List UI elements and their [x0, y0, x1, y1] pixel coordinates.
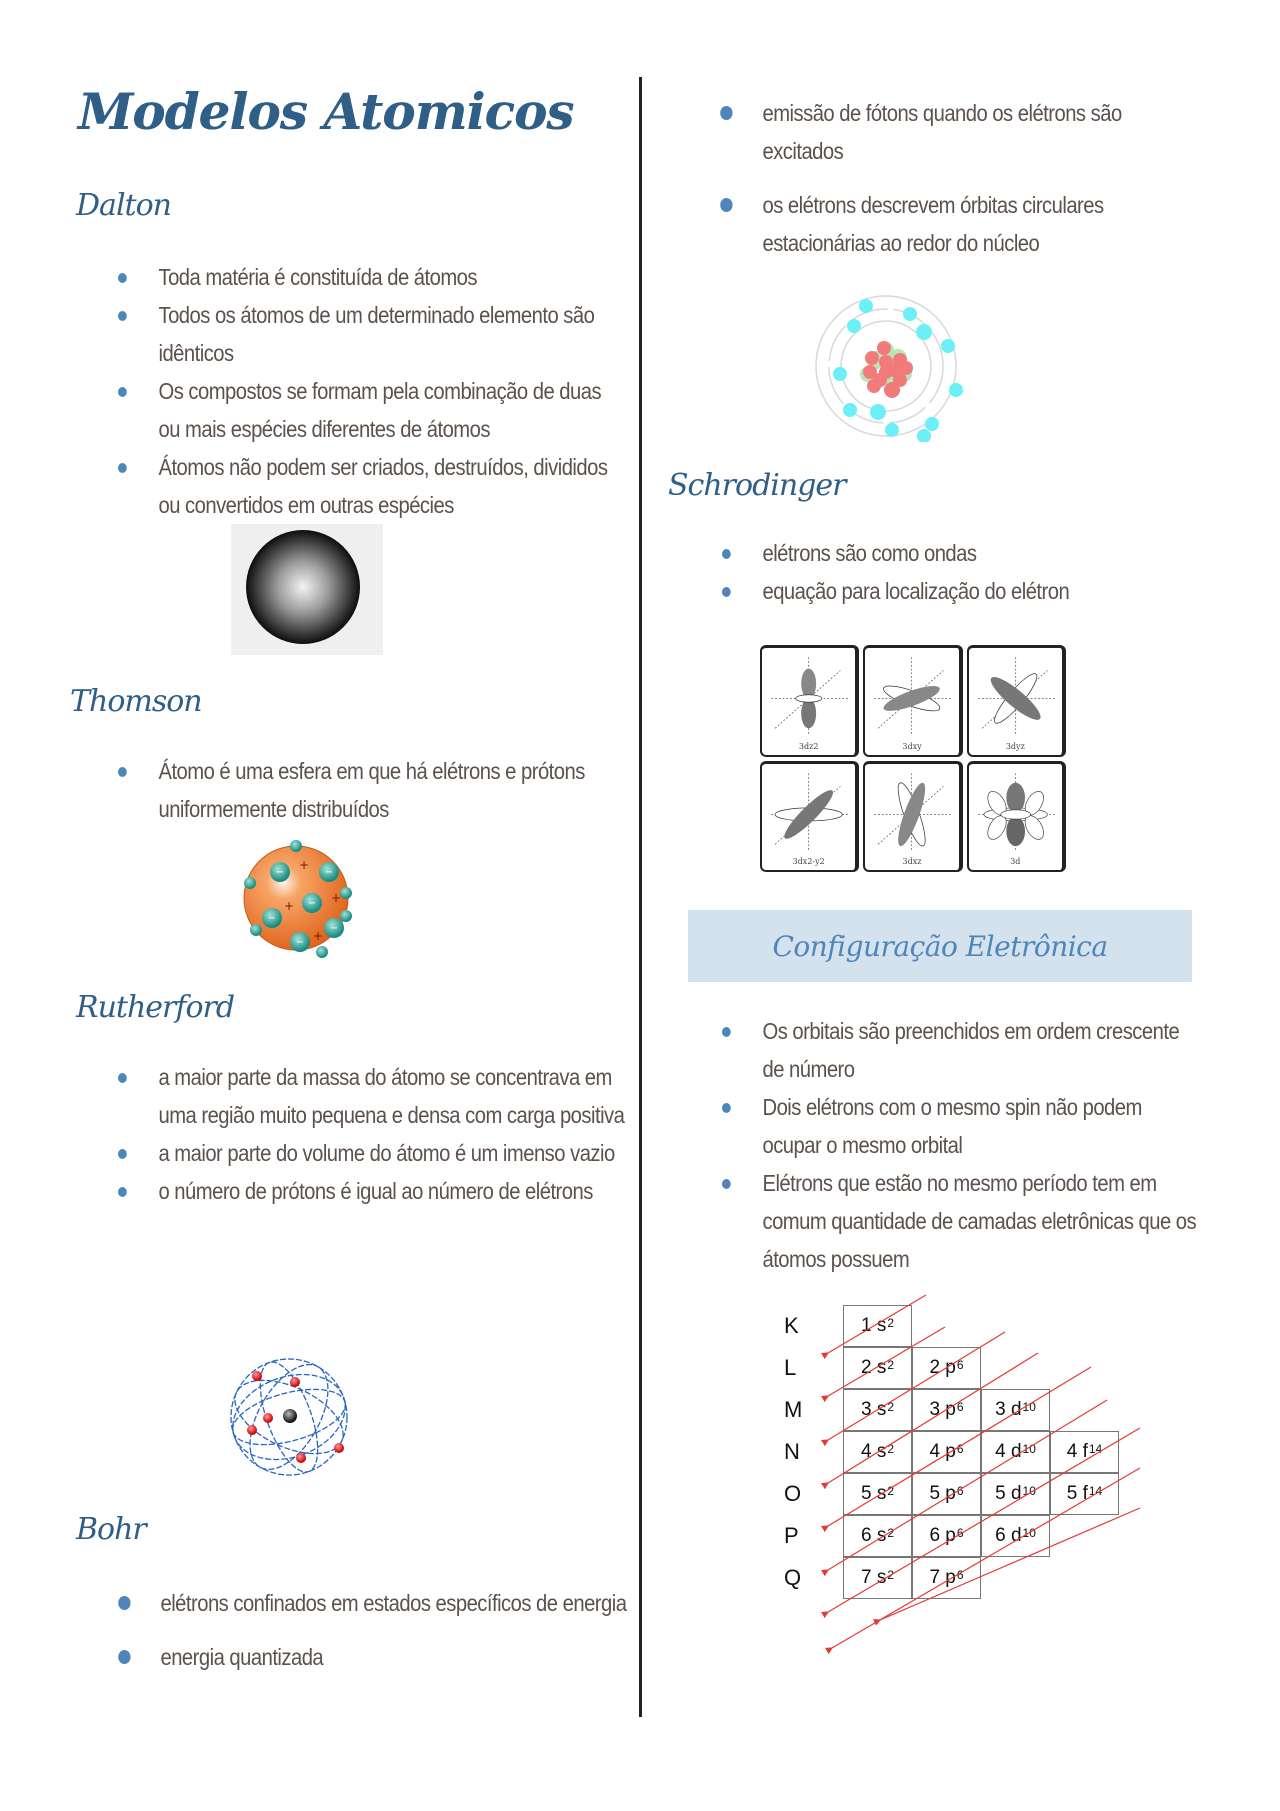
page-title: Modelos Atomicos [78, 82, 574, 141]
svg-text:+: + [283, 899, 295, 913]
rutherford-list [118, 1058, 628, 1210]
section-heading-dalton: Dalton [76, 188, 171, 223]
list-item: Todos os átomos de um determinado elemento são idênticos [118, 296, 615, 372]
svg-text:−: − [275, 867, 285, 878]
orbital-cell: 4 p $^6$ [912, 1431, 981, 1473]
bohr-shell-atom-image [814, 292, 964, 442]
thomson-list [118, 752, 618, 828]
orbital-label: 3dyz [1005, 741, 1025, 751]
section-heading-schrodinger: Schrodinger [668, 468, 846, 503]
svg-text:+: + [298, 858, 310, 872]
svg-text:−: − [329, 923, 339, 934]
list-item: a maior parte da massa do átomo se concentrava em uma região muito pequena e densa com carga positiva [118, 1058, 625, 1134]
svg-text:−: − [295, 937, 305, 948]
orbital-cell: 5 d $^{10}$ [981, 1473, 1050, 1515]
shell-label: K [784, 1313, 799, 1338]
list-item: a maior parte do volume do átomo é um imenso vazio [118, 1134, 625, 1172]
orbital-cell: 5 f $^{14}$ [1050, 1473, 1119, 1515]
orbital-3d-combined [967, 761, 1066, 873]
orbital-cell: 6 p $^6$ [912, 1515, 981, 1557]
orbital-label: 3dx2-y2 [792, 857, 825, 866]
orbital-cell: 7 s $^2$ [843, 1557, 912, 1599]
column-divider [639, 77, 642, 1717]
orbital-cell: 3 d $^{10}$ [981, 1389, 1050, 1431]
orbital-label: 3dxy [902, 741, 922, 751]
orbital-cell: 1 s $^2$ [843, 1305, 912, 1347]
shell-label: Q [784, 1565, 802, 1590]
bohr-continued-list [722, 94, 1202, 262]
list-item: emissão de fótons quando os elétrons são excitados [722, 94, 1199, 170]
list-item: Os orbitais são preenchidos em ordem crescente de número [722, 1012, 1199, 1088]
orbital-3dxy [863, 645, 962, 757]
list-item: Toda matéria é constituída de átomos [118, 258, 615, 296]
bohr-list [120, 1584, 630, 1676]
list-item: Os compostos se formam pela combinação de duas ou mais espécies diferentes de átomos [118, 372, 615, 448]
list-item: equação para localização do elétron [722, 572, 1199, 610]
d-orbitals-figure [760, 645, 1066, 872]
list-item: o número de prótons é igual ao número de elétrons [118, 1172, 625, 1210]
list-item: elétrons confinados em estados específicos de energia [120, 1584, 627, 1622]
orbital-cell: 3 p $^6$ [912, 1389, 981, 1431]
section-heading-bohr: Bohr [76, 1512, 146, 1547]
rutherford-atom-image [224, 1352, 354, 1482]
section-heading-rutherford: Rutherford [76, 990, 235, 1025]
orbital-3dxz [863, 761, 962, 873]
shell-label: P [784, 1523, 799, 1548]
list-item: Átomos não podem ser criados, destruídos, divididos ou convertidos em outras espécies [118, 448, 615, 524]
orbital-3dx2-y2 [760, 761, 859, 873]
orbital-cell: 2 s $^2$ [843, 1347, 912, 1389]
svg-text:−: − [267, 913, 277, 924]
shell-label: N [784, 1439, 800, 1464]
shell-labels [784, 1305, 802, 1599]
orbital-cell: 5 p $^6$ [912, 1473, 981, 1515]
orbital-cell: 3 s $^2$ [843, 1389, 912, 1431]
orbital-cell: 4 d $^{10}$ [981, 1431, 1050, 1473]
list-item: Elétrons que estão no mesmo período tem em comum quantidade de camadas eletrônicas que os átomos possuem [722, 1164, 1199, 1278]
orbital-cell: 4 s $^2$ [843, 1431, 912, 1473]
list-item: Dois elétrons com o mesmo spin não podem ocupar o mesmo orbital [722, 1088, 1199, 1164]
orbital-3dyz [967, 645, 1066, 757]
shell-label: L [784, 1355, 797, 1380]
svg-text:−: − [324, 867, 334, 878]
orbital-label: 3d [1010, 857, 1021, 866]
svg-text:−: − [307, 898, 317, 909]
list-item: elétrons são como ondas [722, 534, 1199, 572]
section-heading-thomson: Thomson [70, 684, 202, 719]
orbital-3dz2 [760, 645, 859, 757]
orbital-cell: 6 s $^2$ [843, 1515, 912, 1557]
dalton-sphere-image [231, 524, 383, 655]
dalton-list [118, 258, 618, 524]
shell-label: O [784, 1481, 802, 1506]
orbital-cell: 2 p $^6$ [912, 1347, 981, 1389]
shell-label: M [784, 1397, 803, 1422]
config-banner: Configuração Eletrônica [688, 910, 1192, 982]
schrodinger-list [722, 534, 1202, 610]
svg-text:+: + [312, 929, 324, 943]
orbital-label: 3dxz [902, 857, 922, 866]
svg-text:+: + [330, 891, 342, 905]
orbital-label: 3dz2 [798, 741, 819, 751]
list-item: Átomo é uma esfera em que há elétrons e prótons uniformemente distribuídos [118, 752, 615, 828]
orbital-cell: 5 s $^2$ [843, 1473, 912, 1515]
thomson-atom-image [236, 838, 356, 960]
orbital-cell: 4 f $^{14}$ [1050, 1431, 1119, 1473]
list-item: os elétrons descrevem órbitas circulares estacionárias ao redor do núcleo [722, 186, 1199, 262]
list-item: energia quantizada [120, 1638, 627, 1676]
orbital-cell: 7 p $^6$ [912, 1557, 981, 1599]
config-list [722, 1012, 1202, 1278]
orbital-cell: 6 d $^{10}$ [981, 1515, 1050, 1557]
